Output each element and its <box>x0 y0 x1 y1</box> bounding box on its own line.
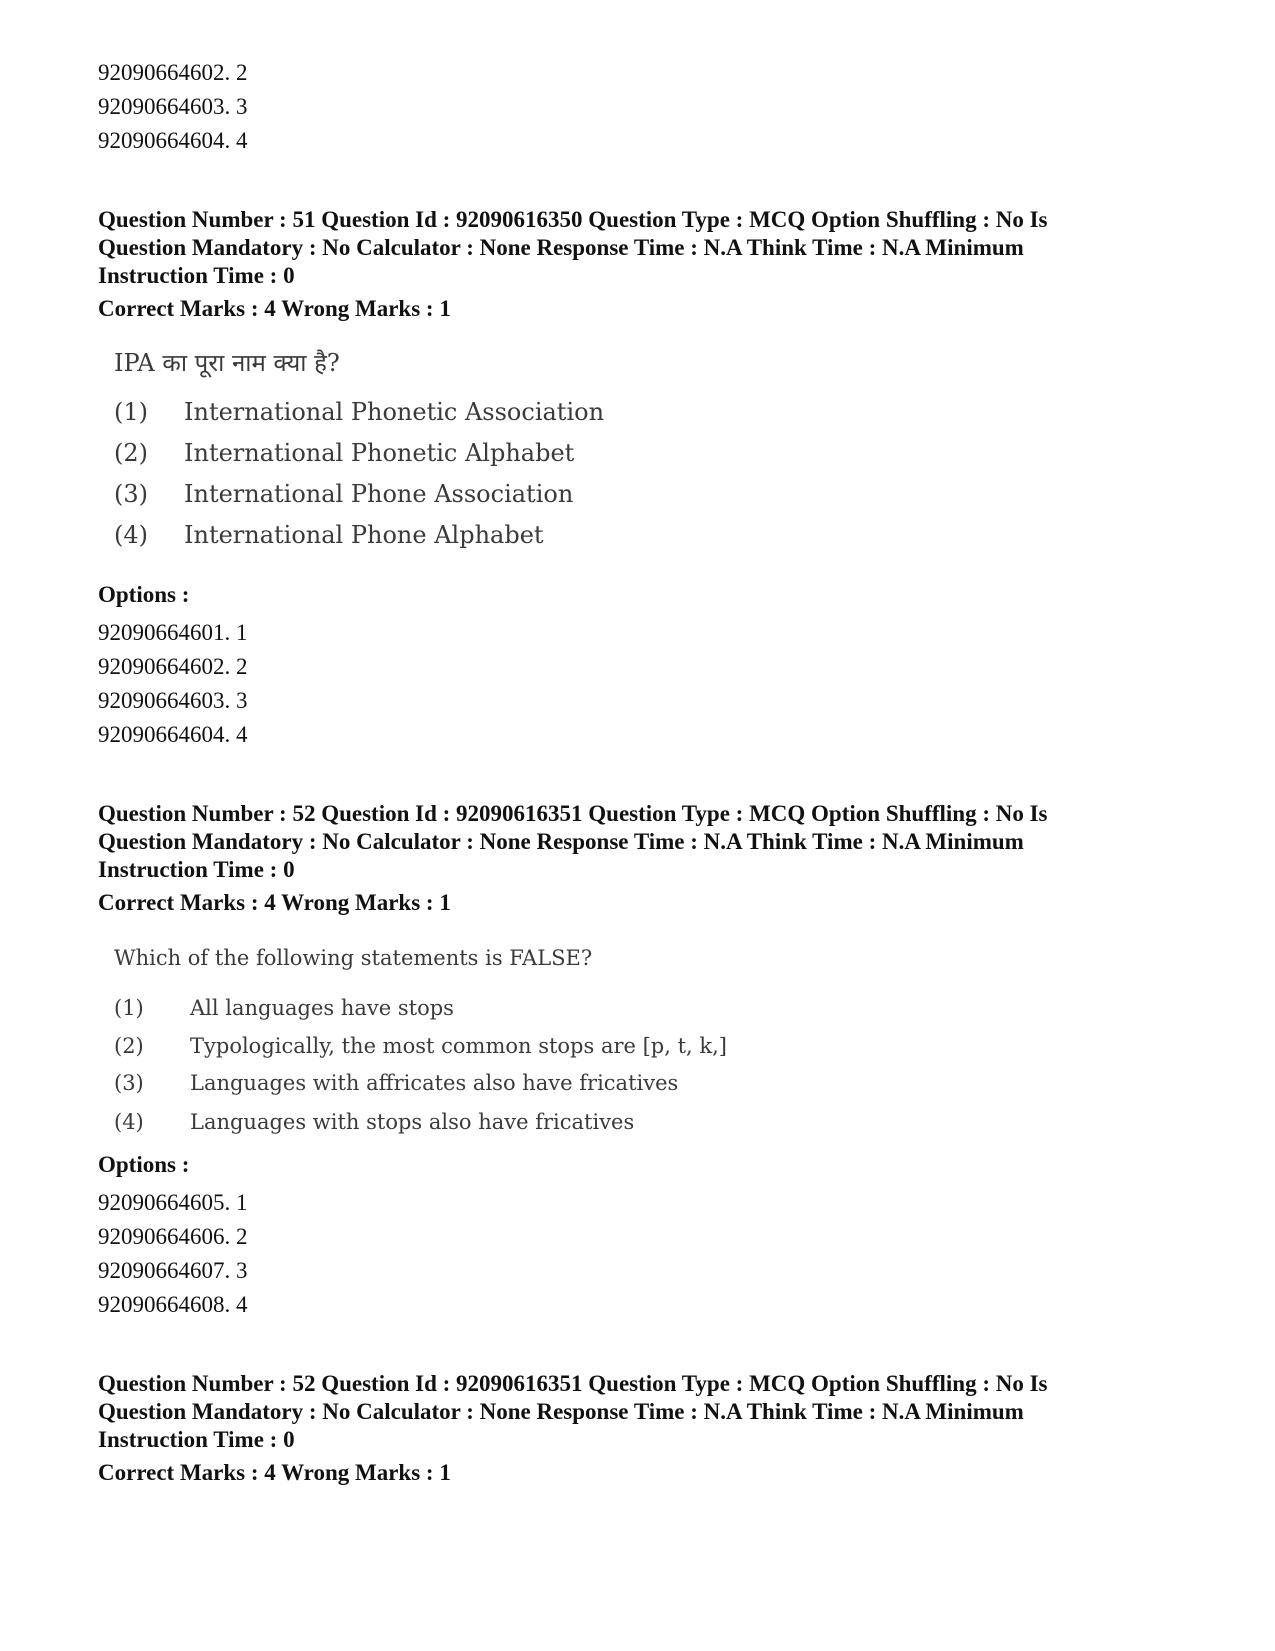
choice-text: Typologically, the most common stops are [p, t, k,] <box>190 1034 727 1058</box>
choice-text: International Phone Association <box>184 480 574 508</box>
option-line: 92090664603. 3 <box>98 688 248 713</box>
options-label-51: Options : <box>98 582 190 607</box>
choice-number: (3) <box>114 480 148 508</box>
option-line: 92090664605. 1 <box>98 1190 248 1215</box>
question-choice-3 <box>114 1071 678 1095</box>
question-header-52-repeat <box>98 1370 1198 1454</box>
header-line: Instruction Time : 0 <box>98 857 295 882</box>
choice-number: (4) <box>114 1110 144 1134</box>
marks-line-52-repeat: Correct Marks : 4 Wrong Marks : 1 <box>98 1460 451 1485</box>
header-line: Question Mandatory : No Calculator : None Response Time : N.A Think Time : N.A Minimum <box>98 829 1024 854</box>
header-line: Instruction Time : 0 <box>98 263 295 288</box>
choice-number: (1) <box>114 398 148 426</box>
choice-number: (2) <box>114 1034 144 1058</box>
question-choice-4 <box>114 1110 634 1134</box>
option-line: 92090664604. 4 <box>98 128 248 153</box>
question-image-51 <box>114 346 714 549</box>
question-stem: IPA का पूरा नाम क्या है? <box>114 349 340 377</box>
choice-number: (1) <box>114 996 144 1020</box>
question-choice-3 <box>114 480 573 508</box>
question-choice-4 <box>114 521 544 549</box>
question-choice-1 <box>114 398 604 426</box>
question-choice-2 <box>114 439 574 467</box>
header-line: Question Number : 52 Question Id : 92090616351 Question Type : MCQ Option Shuffling : No Is <box>98 801 1048 826</box>
choice-text: International Phone Alphabet <box>184 521 544 549</box>
question-choice-2 <box>114 1034 727 1058</box>
question-stem: Which of the following statements is FALSE? <box>114 946 593 970</box>
choice-number: (4) <box>114 521 148 549</box>
option-line: 92090664602. 2 <box>98 654 248 679</box>
choice-number: (3) <box>114 1071 144 1095</box>
header-line: Question Number : 52 Question Id : 92090616351 Question Type : MCQ Option Shuffling : No Is <box>98 1371 1048 1396</box>
option-line: 92090664602. 2 <box>98 60 248 85</box>
header-line: Question Mandatory : No Calculator : None Response Time : N.A Think Time : N.A Minimum <box>98 1399 1024 1424</box>
option-line: 92090664601. 1 <box>98 620 248 645</box>
choice-number: (2) <box>114 439 148 467</box>
header-line: Question Mandatory : No Calculator : None Response Time : N.A Think Time : N.A Minimum <box>98 235 1024 260</box>
question-image-52 <box>114 946 734 1136</box>
header-line: Instruction Time : 0 <box>98 1427 295 1452</box>
choice-text: Languages with affricates also have fricatives <box>190 1071 679 1095</box>
option-line: 92090664604. 4 <box>98 722 248 747</box>
question-header-51 <box>98 206 1198 290</box>
question-header-52 <box>98 800 1198 884</box>
question-choice-1 <box>114 996 454 1020</box>
marks-line-52: Correct Marks : 4 Wrong Marks : 1 <box>98 890 451 915</box>
header-line: Question Number : 51 Question Id : 92090616350 Question Type : MCQ Option Shuffling : No Is <box>98 207 1048 232</box>
option-line: 92090664607. 3 <box>98 1258 248 1283</box>
option-line: 92090664608. 4 <box>98 1292 248 1317</box>
marks-line-51: Correct Marks : 4 Wrong Marks : 1 <box>98 296 451 321</box>
options-label-52: Options : <box>98 1152 190 1177</box>
choice-text: Languages with stops also have fricatives <box>190 1110 635 1134</box>
choice-text: International Phonetic Alphabet <box>184 439 575 467</box>
choice-text: All languages have stops <box>190 996 454 1020</box>
choice-text: International Phonetic Association <box>184 398 605 426</box>
option-line: 92090664603. 3 <box>98 94 248 119</box>
option-line: 92090664606. 2 <box>98 1224 248 1249</box>
